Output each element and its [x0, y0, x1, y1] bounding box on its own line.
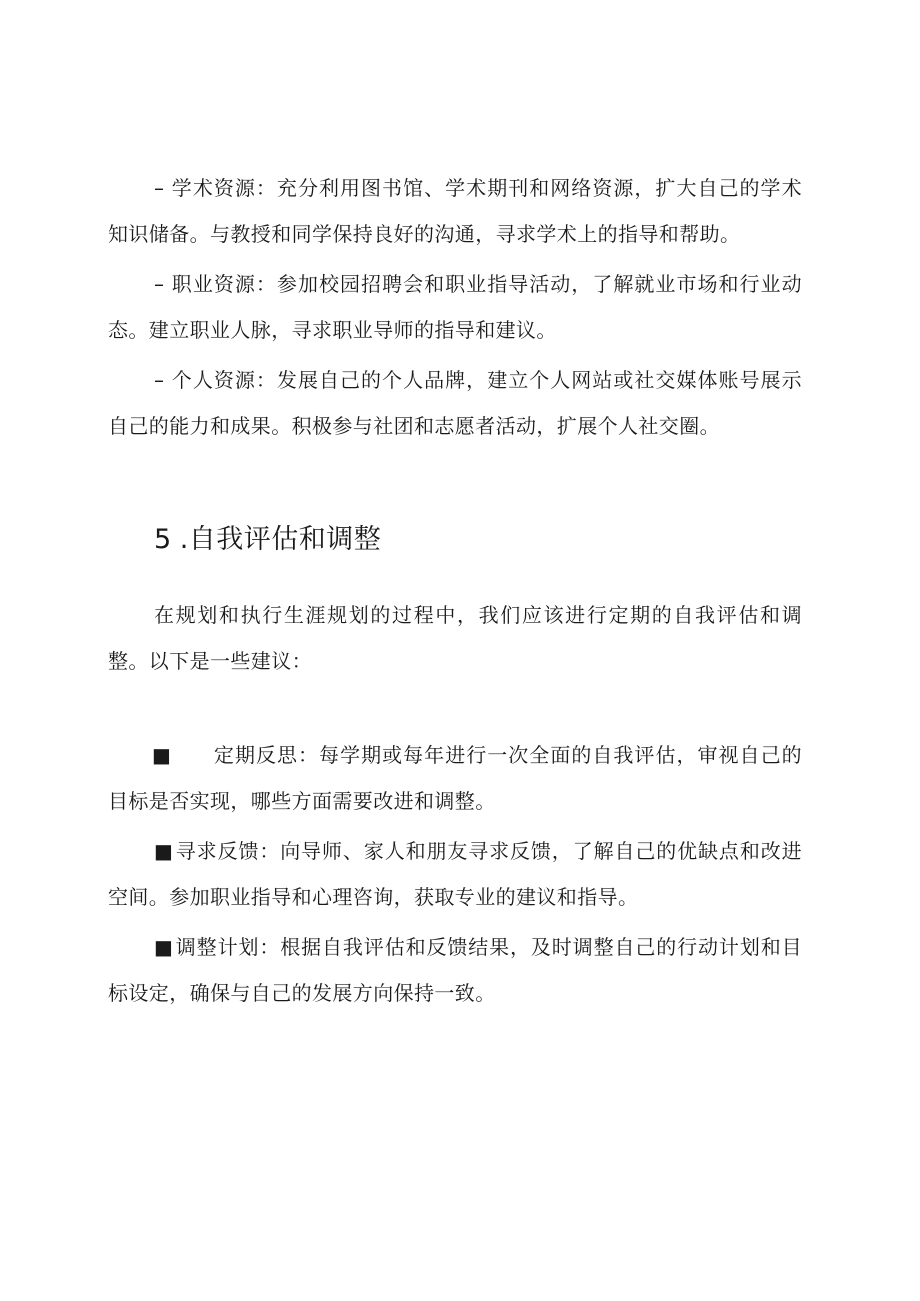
section-intro: 在规划和执行生涯规划的过程中，我们应该进行定期的自我评估和调整。以下是一些建议：	[108, 603, 802, 673]
suggestion-text: 定期反思：每学期或每年进行一次全面的自我评估，审视自己的目标是否实现，哪些方面需要改进和调整。	[108, 743, 802, 813]
section-number: 5	[154, 524, 172, 555]
suggestion-feedback	[108, 828, 802, 920]
suggestion-adjust	[108, 924, 802, 1016]
suggestion-text: 寻求反馈：向导师、家人和朋友寻求反馈，了解自己的优缺点和改进空间。参加职业指导和心理咨询，获取专业的建议和指导。	[108, 839, 802, 909]
suggestion-reflect	[108, 732, 802, 824]
section-title: .自我评估和调整	[179, 524, 382, 555]
section-heading	[154, 516, 381, 564]
resource-personal: – 个人资源：发展自己的个人品牌，建立个人网站或社交媒体账号展示自己的能力和成果。积极参与社团和志愿者活动，扩展个人社交圈。	[108, 368, 802, 438]
suggestion-text: 调整计划：根据自我评估和反馈结果，及时调整自己的行动计划和目标设定，确保与自己的发展方向保持一致。	[108, 935, 802, 1005]
resource-career: – 职业资源：参加校园招聘会和职业指导活动，了解就业市场和行业动态。建立职业人脉，寻求职业导师的指导和建议。	[108, 272, 802, 342]
square-bullet-icon: ■	[154, 839, 174, 863]
square-bullet-icon: ■	[152, 743, 172, 767]
resource-academic: – 学术资源：充分利用图书馆、学术期刊和网络资源，扩大自己的学术知识储备。与教授和同学保持良好的沟通，寻求学术上的指导和帮助。	[108, 176, 802, 246]
square-bullet-icon: ■	[154, 935, 174, 959]
